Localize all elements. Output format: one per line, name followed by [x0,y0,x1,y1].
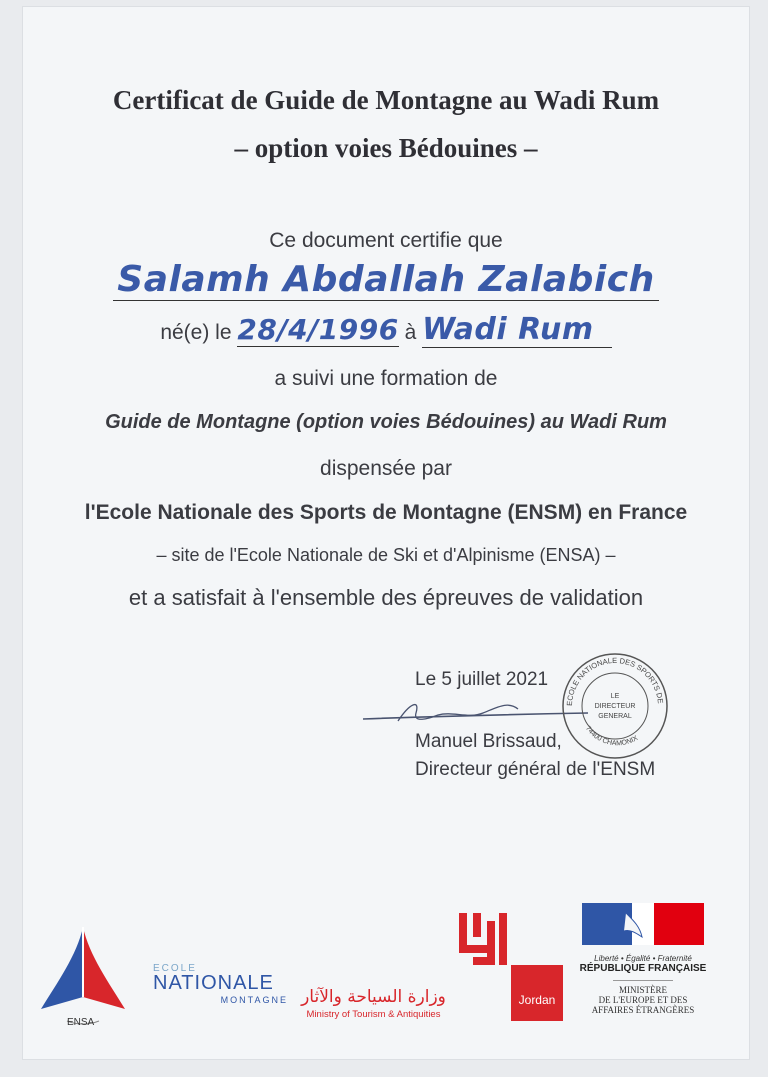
jordan-logo [511,965,563,1021]
svg-text:74400 CHAMONIX [584,725,639,747]
certificate-title: Certificat de Guide de Montagne au Wadi Rum [112,85,660,115]
course-name: Guide de Montagne (option voies Bédouines) au Wadi Rum [105,411,667,433]
motto-text: Liberté • Égalité • Fraternité [594,954,692,963]
born-label: né(e) le [160,321,232,344]
recipient-name: Salamh Abdallah Zalabich [113,259,658,301]
ministry-line3: AFFAIRES ÉTRANGÈRES [591,1005,695,1015]
stamp-bottom-text: 74400 CHAMONIX [584,725,640,748]
ensa-logo [37,925,129,1033]
stamp-center-line1: LE [610,693,620,700]
nationale-text: NATIONALE [153,972,274,994]
certificate-subtitle: – option voies Bédouines – [234,133,538,163]
signatory-name: Manuel Brissaud, [415,731,562,752]
school-site: – site de l'Ecole Nationale de Ski et d'Alpinisme (ENSA) – [156,545,616,565]
signature-date: Le 5 juillet 2021 [415,669,549,690]
ministry-line1: MINISTÈRE [619,985,667,995]
delivered-by-text: dispensée par [320,457,452,480]
ministry-line2: DE L'EUROPE ET DES [598,995,688,1005]
arabic-calligraphy-logo [453,907,511,967]
validation-text: et a satisfait à l'ensemble des épreuves de validation [128,585,644,610]
ecole-small-text: ECOLE [153,963,197,974]
ensa-label: ENSA [67,1017,95,1028]
tourism-ministry-logo [291,987,456,1020]
recipient-name-row [23,259,749,300]
signatory-title: Directeur général de l'ENSM [415,759,656,780]
followed-text: a suivi une formation de [274,367,498,390]
school-name: l'Ecole Nationale des Sports de Montagne (ENSM) en France [84,501,688,524]
republique-francaise-logo [578,903,708,1015]
stamp-center-line3: GENERAL [598,713,632,720]
certifies-text: Ce document certifie que [269,229,503,252]
certificate-sheet [22,6,750,1060]
tourism-english-text: Ministry of Tourism & Antiquities [306,1009,441,1020]
birth-date: 28/4/1996 [237,313,399,346]
official-stamp [560,651,670,761]
at-label: à [404,321,417,344]
ecole-nationale-logo [153,963,288,1005]
stamp-center-line2: DIRECTEUR [594,703,636,710]
ministry-divider [613,980,673,981]
montagne-text: MONTAGNE [220,995,288,1005]
republique-text: RÉPUBLIQUE FRANÇAISE [579,963,707,974]
stamp-ring-text: ECOLE NATIONALE DES SPORTS DE [564,655,665,707]
tourism-arabic-text: وزارة السياحة والآثار [301,987,446,1007]
jordan-text: Jordan [518,993,556,1007]
birth-place: Wadi Rum [422,312,612,348]
birth-line [23,312,749,347]
